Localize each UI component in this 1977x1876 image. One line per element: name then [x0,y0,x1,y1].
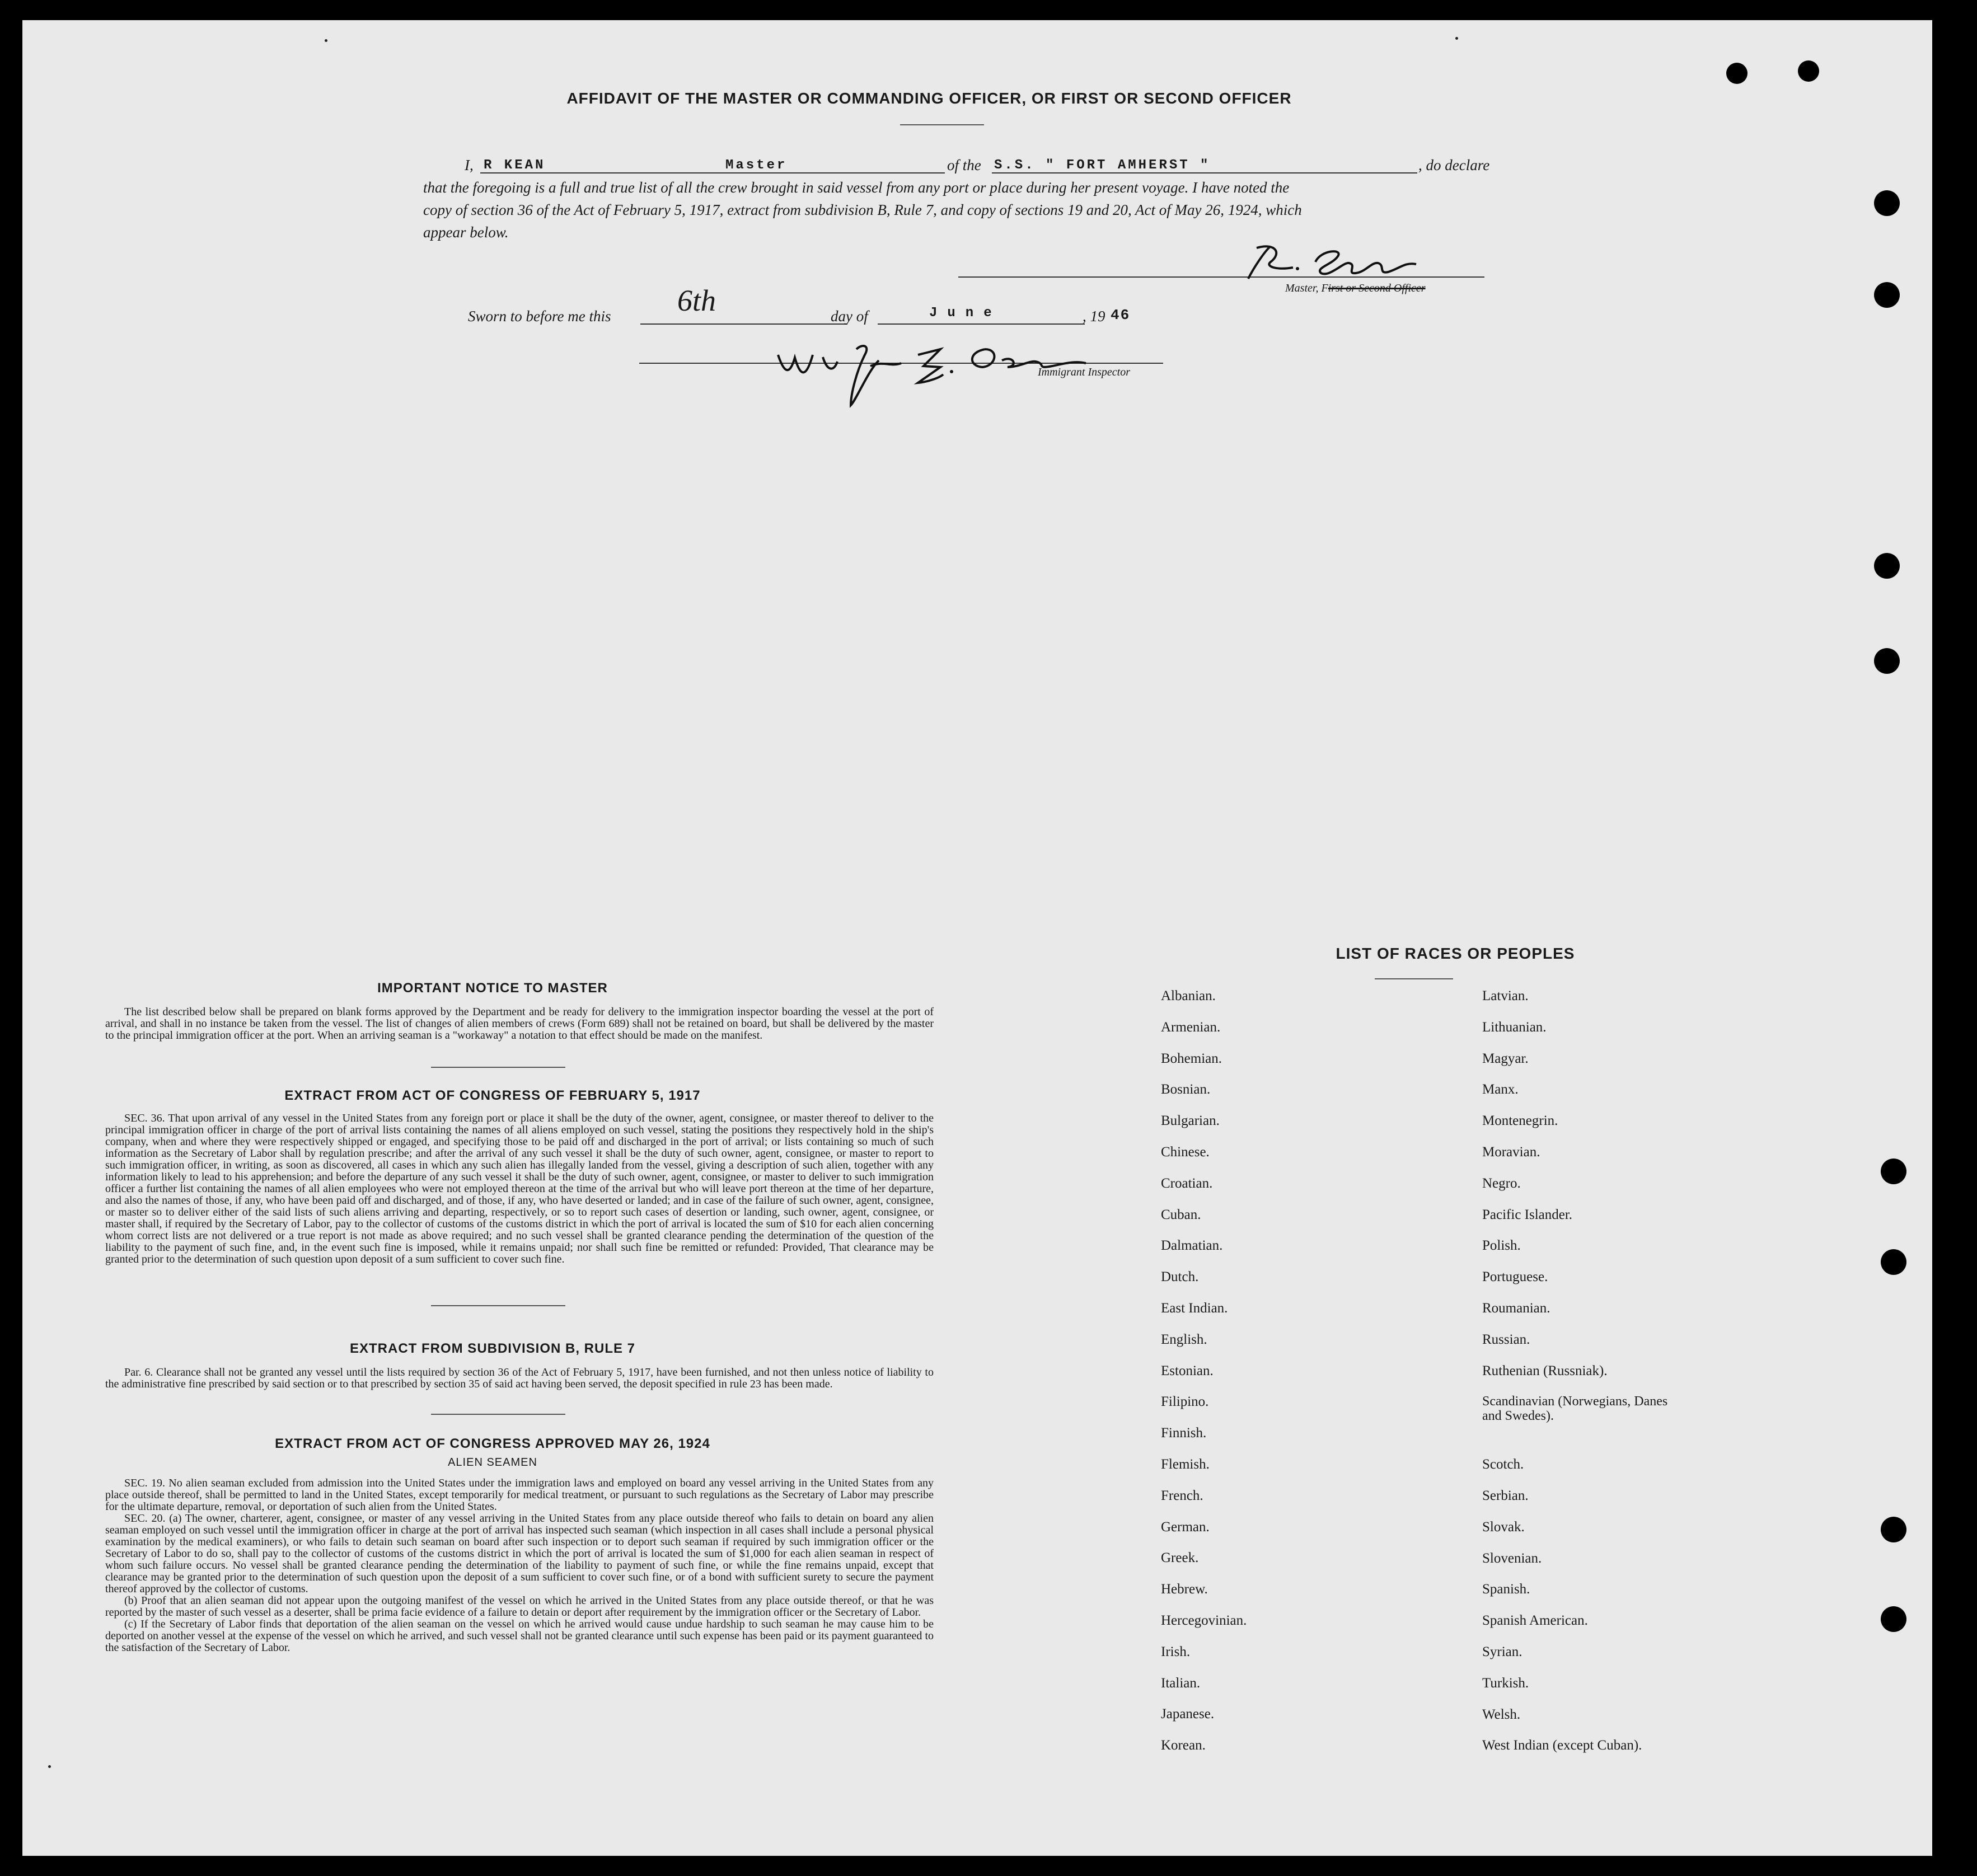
sec-20a-text: SEC. 20. (a) The owner, charterer, agent, consignee, or master of any vessel arriving in the United States from any place outside thereof who fails to detain on board any alien seaman employed on such vessel until the immigration officer in charge at the port of arrival has inspected such seaman (which inspection in all cases shall include a personal physical examination by the medical examiners), or who fails to detain such seaman on board after such inspection or to deport such seaman if required by such immigration officer or the Secretary of Labor to do so, shall pay to the collector of customs of the customs district in which the port of arrival is located the sum of $1,000 for each alien seaman in respect of whom such failure occurs. No vessel shall be granted clearance pending the determination of the liability to payment of such fine, or while the fine remains unpaid, except that clearance may be granted prior to the determination of such question upon the deposit of a sum sufficient to cover such fine, or of a bond with sufficient surety to secure the payment thereof approved by the collector of customs. [105,1512,934,1595]
race-item: Japanese. [1161,1706,1215,1722]
race-item: German. [1161,1519,1210,1535]
affidavit-line-2: that the foregoing is a full and true list of all the crew brought in said vessel from any port or place during her present voyage. I have noted the [423,179,1290,196]
punch-hole [1874,648,1900,674]
race-item: Estonian. [1161,1363,1214,1378]
alien-seamen-subtitle: ALIEN SEAMEN [448,1456,537,1469]
race-item: East Indian. [1161,1301,1228,1316]
race-item: Latvian. [1482,988,1529,1003]
race-item: Greek. [1161,1550,1199,1566]
notice-body [105,1006,934,1042]
par-6-text: Par. 6. Clearance shall not be granted any vessel until the lists required by section 36 of the Act of February 5, 1917, have been furnished, and not then unless notice of liability to the administrative fine prescribed by said section or to that prescribed by section 35 of said act having been served, the deposit specified in rule 23 has been made. [105,1366,934,1390]
race-item: Lithuanian. [1482,1019,1547,1035]
race-item: Spanish. [1482,1582,1530,1597]
rank-value: Master [725,158,788,173]
year-value: 46 [1111,307,1131,323]
signer-caption-struck: irst or Second Officer [1328,282,1426,294]
race-item: Italian. [1161,1675,1201,1691]
race-item: Slovenian. [1482,1550,1542,1566]
sec-36-text: SEC. 36. That upon arrival of any vessel in the United States from any foreign port or place it shall be the duty of the owner, agent, consignee, or master thereof to deliver to the principal immigration officer in charge of the port of arrival lists containing the names of all aliens employed on such vessel, stating the positions they respectively hold in the ship's company, when and where they were respectively shipped or engaged, and specifying those to be paid off and discharged in the port of arrival; or lists containing so much of such information as the Secretary of Labor shall by regulation prescribe; and after the arrival of any such vessel it shall be the duty of such owner, agent, consignee, or master to report to such immigration officer, in writing, as soon as discovered, all cases in which any such alien has illegally landed from the vessel, giving a description of such alien, together with any information likely to lead to his apprehension; and before the departure of any such vessel it shall be the duty of such owner, agent, consignee, or master to deliver to such immigration officer a further list containing the names of all alien employees who were not employed thereon at the time of the arrival but who will leave port thereon at the time of her departure, and also the names of those, if any, who have been paid off and discharged, and of those, if any, who have deserted or landed; and in case of the failure of such owner, agent, consignee, or master so to deliver either of the said lists of such aliens arriving and departing, respectively, or so to report such cases of desertion or landing, such owner, agent, consignee, or master shall, if required by the Secretary of Labor, pay to the collector of customs of the customs district in which the port of arrival is located the sum of $10 for each alien concerning whom correct lists are not delivered or a true report is not made as above required; and no such vessel shall be granted clearance pending the determination of the question of the liability to the payment of such fine, and, in the event such fine is imposed, while it remains unpaid; nor shall such fine be remitted or refunded: Provided, That clearance may be granted prior to the determination of such question upon deposit of a sum sufficient to cover such fine. [105,1112,934,1265]
race-item: Negro. [1482,1175,1521,1191]
punch-hole [1798,60,1819,82]
title-divider [900,124,984,125]
rule-7-body [105,1367,934,1390]
punch-hole [1881,1517,1906,1542]
notice-title: IMPORTANT NOTICE TO MASTER [377,981,608,996]
of-the-label: of the [947,157,981,173]
race-item: Syrian. [1482,1644,1522,1659]
race-item: Bosnian. [1161,1082,1211,1098]
punch-hole [1881,1606,1906,1632]
inspector-caption: Immigrant Inspector [1038,366,1130,378]
notice-divider [431,1067,565,1068]
signer-caption [1285,282,1426,295]
race-item: Irish. [1161,1644,1191,1659]
document-page [22,20,1932,1856]
race-item: Flemish. [1161,1457,1210,1472]
race-item: Roumanian. [1482,1301,1550,1316]
do-declare-label: , do declare [1418,157,1490,173]
affidavit-line-4: appear below. [423,224,509,241]
race-item: Dalmatian. [1161,1238,1223,1254]
name-fill-line [480,172,945,173]
sec-20b-text: (b) Proof that an alien seaman did not appear upon the outgoing manifest of the vessel on which he arrived in the United States from any place outside thereof, or that he was reported by the master of such vessel as a deserter, shall be prima facie evidence of a failure to detain or deport after requirement by the immigration officer or the Secretary of Labor. [105,1594,934,1619]
race-item: Korean. [1161,1738,1206,1753]
signer-caption-prefix: Master, F [1285,282,1328,294]
master-name-value: R KEAN [484,158,546,173]
punch-hole [1726,63,1748,84]
race-item: Manx. [1482,1082,1519,1098]
extract-1917-body [105,1113,934,1265]
race-item: Turkish. [1482,1675,1529,1691]
race-item: Spanish American. [1482,1613,1588,1629]
sec-20c-text: (c) If the Secretary of Labor finds that deportation of the alien seaman on the vessel on which he arrived would cause undue hardship to such seaman he may cause him to be deported on another vessel at the expense of the vessel on which he arrived, and such vessel shall not be granted clearance until such expense has been paid or its payment guaranteed to the satisfaction of the Secretary of Labor. [105,1618,934,1654]
race-item: Magyar. [1482,1050,1529,1066]
race-item: Scandinavian (Norwegians, Danes and Swedes). [1482,1394,1668,1424]
race-item: Dutch. [1161,1269,1199,1285]
race-item: Bohemian. [1161,1050,1222,1066]
race-item: Armenian. [1161,1019,1221,1035]
race-item: Finnish. [1161,1425,1207,1441]
punch-hole [1881,1159,1906,1184]
sworn-month-value: June [929,306,1002,321]
races-divider [1375,978,1453,979]
race-item: Moravian. [1482,1145,1540,1160]
race-item: English. [1161,1331,1207,1347]
extract-1924-body [105,1478,934,1654]
sworn-label: Sworn to before me this [468,308,611,325]
race-item: Pacific Islander. [1482,1207,1573,1222]
notice-body-text: The list described below shall be prepared on blank forms approved by the Department and be ready for delivery to the immigration inspector boarding the vessel at the port of arrival, and shall in no instance be taken from the vessel. The list of changes of alien members of crews (Form 689) shall not be retained on board, but shall be delivered by the master to the principal immigration officer at the port. When an arriving seaman is a "workaway" a notation to that effect should be made on the manifest. [105,1006,934,1042]
race-item: Albanian. [1161,988,1216,1003]
race-item: Scotch. [1482,1457,1524,1472]
affidavit-title: AFFIDAVIT OF THE MASTER OR COMMANDING OFFICER, OR FIRST OR SECOND OFFICER [566,90,1292,107]
extract-1924-title: EXTRACT FROM ACT OF CONGRESS APPROVED MAY 26, 1924 [275,1436,710,1451]
master-signature [1231,240,1433,284]
race-item: Ruthenian (Russniak). [1482,1363,1608,1378]
speck [1455,37,1458,40]
rule-7-title: EXTRACT FROM SUBDIVISION B, RULE 7 [349,1341,636,1356]
race-item: Montenegrin. [1482,1113,1558,1129]
race-item: Slovak. [1482,1519,1525,1535]
extract-1917-title: EXTRACT FROM ACT OF CONGRESS OF FEBRUARY 5, 1917 [284,1088,701,1103]
sec-19-text: SEC. 19. No alien seaman excluded from admission into the United States under the immigration laws and employed on board any vessel arriving in the United States from any place outside thereof, shall be permitted to land in the United States, except temporarily for medical treatment, or pursuant to such regulations as the Secretary of Labor may prescribe for the ultimate departure, removal, or deportation of such alien from the United States. [105,1477,934,1513]
sworn-day-value: 6th [677,284,716,317]
sworn-day-line [640,323,847,325]
year-prefix: , 19 [1083,308,1105,325]
race-item: Russian. [1482,1331,1530,1347]
race-item: Polish. [1482,1238,1521,1254]
race-item: Portuguese. [1482,1269,1548,1285]
race-item: Filipino. [1161,1394,1209,1410]
race-item: Hebrew. [1161,1582,1208,1597]
race-item: Bulgarian. [1161,1113,1220,1129]
affidavit-i-label: I, [465,157,474,173]
punch-hole [1881,1249,1906,1275]
month-line [878,323,1085,325]
punch-hole [1874,190,1900,216]
race-item: Serbian. [1482,1488,1529,1503]
speck [325,39,327,42]
race-item: French. [1161,1488,1203,1503]
race-item: Chinese. [1161,1145,1210,1160]
affidavit-line-3: copy of section 36 of the Act of February 5, 1917, extract from subdivision B, Rule 7, and copy of sections 19 and 20, Act of May 26, 1924, which [423,201,1302,218]
rule-7-divider [431,1414,565,1415]
vessel-name-value: S.S. " FORT AMHERST " [994,158,1211,173]
race-item: West Indian (except Cuban). [1482,1738,1642,1753]
day-of-label: day of [831,308,868,325]
punch-hole [1874,282,1900,308]
race-item: Cuban. [1161,1207,1201,1222]
punch-hole [1874,553,1900,579]
speck [48,1765,51,1768]
extract-1917-divider [431,1305,565,1306]
race-item: Welsh. [1482,1706,1521,1722]
race-item: Croatian. [1161,1175,1213,1191]
race-item: Hercegovinian. [1161,1613,1247,1628]
races-title: LIST OF RACES OR PEOPLES [1336,945,1575,962]
